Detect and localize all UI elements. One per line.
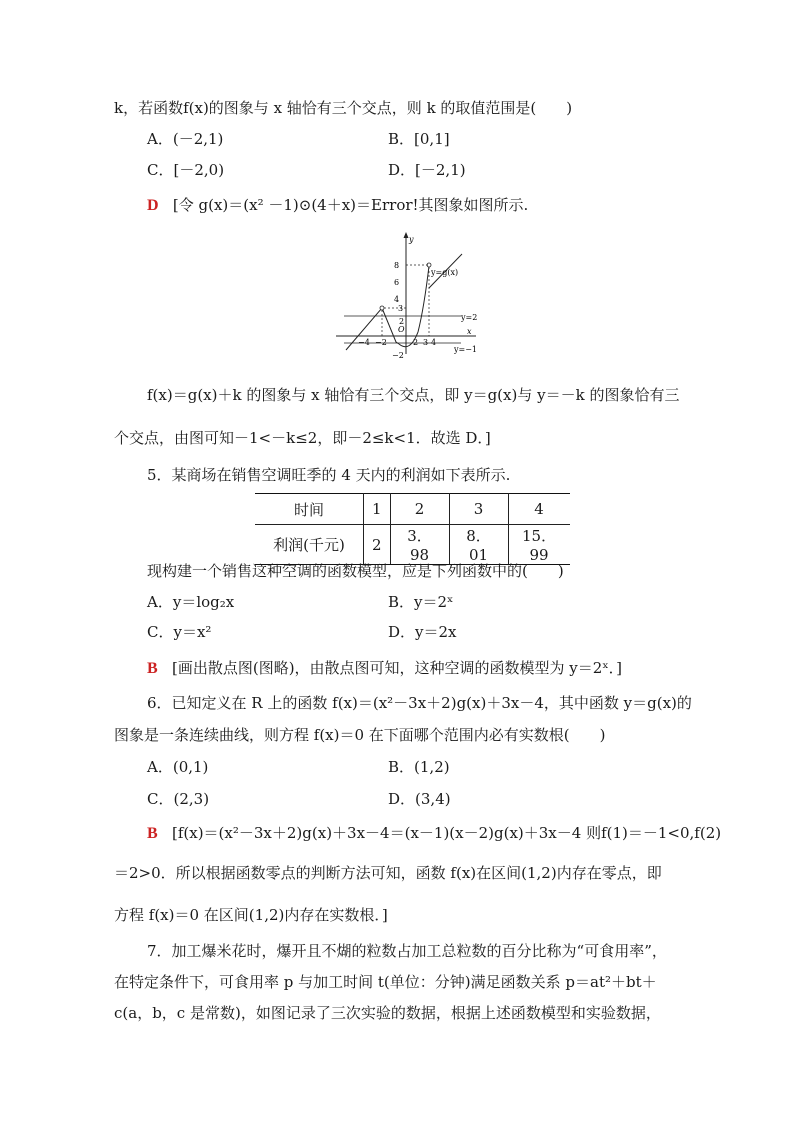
q4-stem: k，若函数f(x)的图象与 x 轴恰有三个交点，则 k 的取值范围是( ) xyxy=(114,99,573,117)
table-cell: 1 xyxy=(364,494,391,525)
table-cell: 时间 xyxy=(255,494,364,525)
q6-option-d: D．(3,4) xyxy=(388,790,451,808)
tick-y-2: 2 xyxy=(399,317,405,326)
table-row xyxy=(255,494,570,525)
label-gx: y=g(x) xyxy=(431,268,459,277)
label-ym1: y=−1 xyxy=(454,345,478,354)
profit-table xyxy=(255,493,570,565)
tick-y-3: 3 xyxy=(398,304,404,313)
q7-line-2: 在特定条件下，可食用率 p 与加工时间 t(单位：分钟)满足函数关系 p＝at²＋bt＋ xyxy=(114,973,657,991)
x-axis-label: x xyxy=(467,327,472,336)
q5-solution: B [画出散点图(图略)，由散点图可知，这种空调的函数模型为 y＝2ˣ．] xyxy=(147,659,623,677)
tick-x-4: 4 xyxy=(431,338,437,347)
q4-solution-line-3: 个交点，由图可知－1<－k≤2，即－2≤k<1．故选 D．] xyxy=(114,429,491,447)
q4-solution-line-1: D [令 g(x)＝(x² －1)⊙(4＋x)＝Error!其图象如图所示. xyxy=(147,196,529,214)
q5-question: 现构建一个销售这种空调的函数模型，应是下列函数中的( ) xyxy=(147,562,564,580)
q7-line-3: c(a，b，c 是常数)，如图记录了三次实验的数据，根据上述函数模型和实验数据， xyxy=(114,1004,661,1022)
table-cell: 4 xyxy=(508,494,570,525)
q6-answer-letter: B xyxy=(147,825,158,842)
q6-solution-line-1: B [f(x)＝(x²－3x＋2)g(x)＋3x－4＝(x－1)(x－2)g(x)＋3x－4 则f(1)＝－1<0,f(2) xyxy=(147,824,722,842)
q5-answer-letter: B xyxy=(147,660,158,677)
tick-y-4: 4 xyxy=(394,295,400,304)
q4-option-b: B．[0,1] xyxy=(388,130,450,148)
y-axis-label: y xyxy=(409,235,414,244)
q7-line-1: 7．加工爆米花时，爆开且不煳的粒数占加工总粒数的百分比称为“可食用率”， xyxy=(147,942,667,960)
q4-solution-line-2: f(x)＝g(x)＋k 的图象与 x 轴恰有三个交点，即 y＝g(x)与 y＝－k 的图象恰有三 xyxy=(147,386,680,404)
table-cell: 3．98 xyxy=(390,525,449,565)
q4-option-d: D．[－2,1) xyxy=(388,161,466,179)
table-cell: 15．99 xyxy=(508,525,570,565)
q6-stem-line-1: 6．已知定义在 R 上的函数 f(x)＝(x²－3x＋2)g(x)＋3x－4，其中函数 y＝g(x)的 xyxy=(147,694,692,712)
table-cell: 利润(千元) xyxy=(255,525,364,565)
q5-stem: 5．某商场在销售空调旺季的 4 天内的利润如下表所示. xyxy=(147,466,511,484)
q6-option-c: C．(2,3) xyxy=(147,790,210,808)
label-y2: y=2 xyxy=(461,313,478,322)
q6-solution-line-3: 方程 f(x)＝0 在区间(1,2)内存在实数根．] xyxy=(114,906,388,924)
tick-x-3: 3 xyxy=(423,338,429,347)
q4-option-c: C．[－2,0) xyxy=(147,161,225,179)
origin-label: O xyxy=(398,325,405,334)
table-row xyxy=(255,525,570,565)
q5-option-b: B．y＝2ˣ xyxy=(388,593,454,611)
q6-solution-line-2: ＝2>0．所以根据函数零点的判断方法可知，函数 f(x)在区间(1,2)内存在零点，即 xyxy=(114,864,662,882)
table-cell: 2 xyxy=(390,494,449,525)
q5-option-d: D．y＝2x xyxy=(388,623,457,641)
q5-option-c: C．y＝x² xyxy=(147,623,212,641)
g-curve-middle xyxy=(399,266,429,347)
tick-x-2: 2 xyxy=(413,338,419,347)
tick-y-8: 8 xyxy=(394,261,400,270)
q6-option-a: A．(0,1) xyxy=(147,758,209,776)
q4-answer-letter: D xyxy=(147,197,159,214)
table-cell: 3 xyxy=(449,494,508,525)
q4-option-a: A．(－2,1) xyxy=(147,130,224,148)
tick-x-neg2: −2 xyxy=(375,338,387,347)
tick-y-6: 6 xyxy=(394,278,400,287)
q6-stem-line-2: 图象是一条连续曲线，则方程 f(x)＝0 在下面哪个范围内必有实数根( ) xyxy=(114,726,606,744)
table-cell: 2 xyxy=(364,525,391,565)
q6-option-b: B．(1,2) xyxy=(388,758,450,776)
g-function-graph xyxy=(336,228,486,360)
table-cell: 8．01 xyxy=(449,525,508,565)
tick-y-neg2: −2 xyxy=(392,351,404,360)
q5-option-a: A．y＝log₂x xyxy=(147,593,235,611)
tick-x-neg4: −4 xyxy=(358,338,370,347)
g-curve-left xyxy=(346,308,399,350)
